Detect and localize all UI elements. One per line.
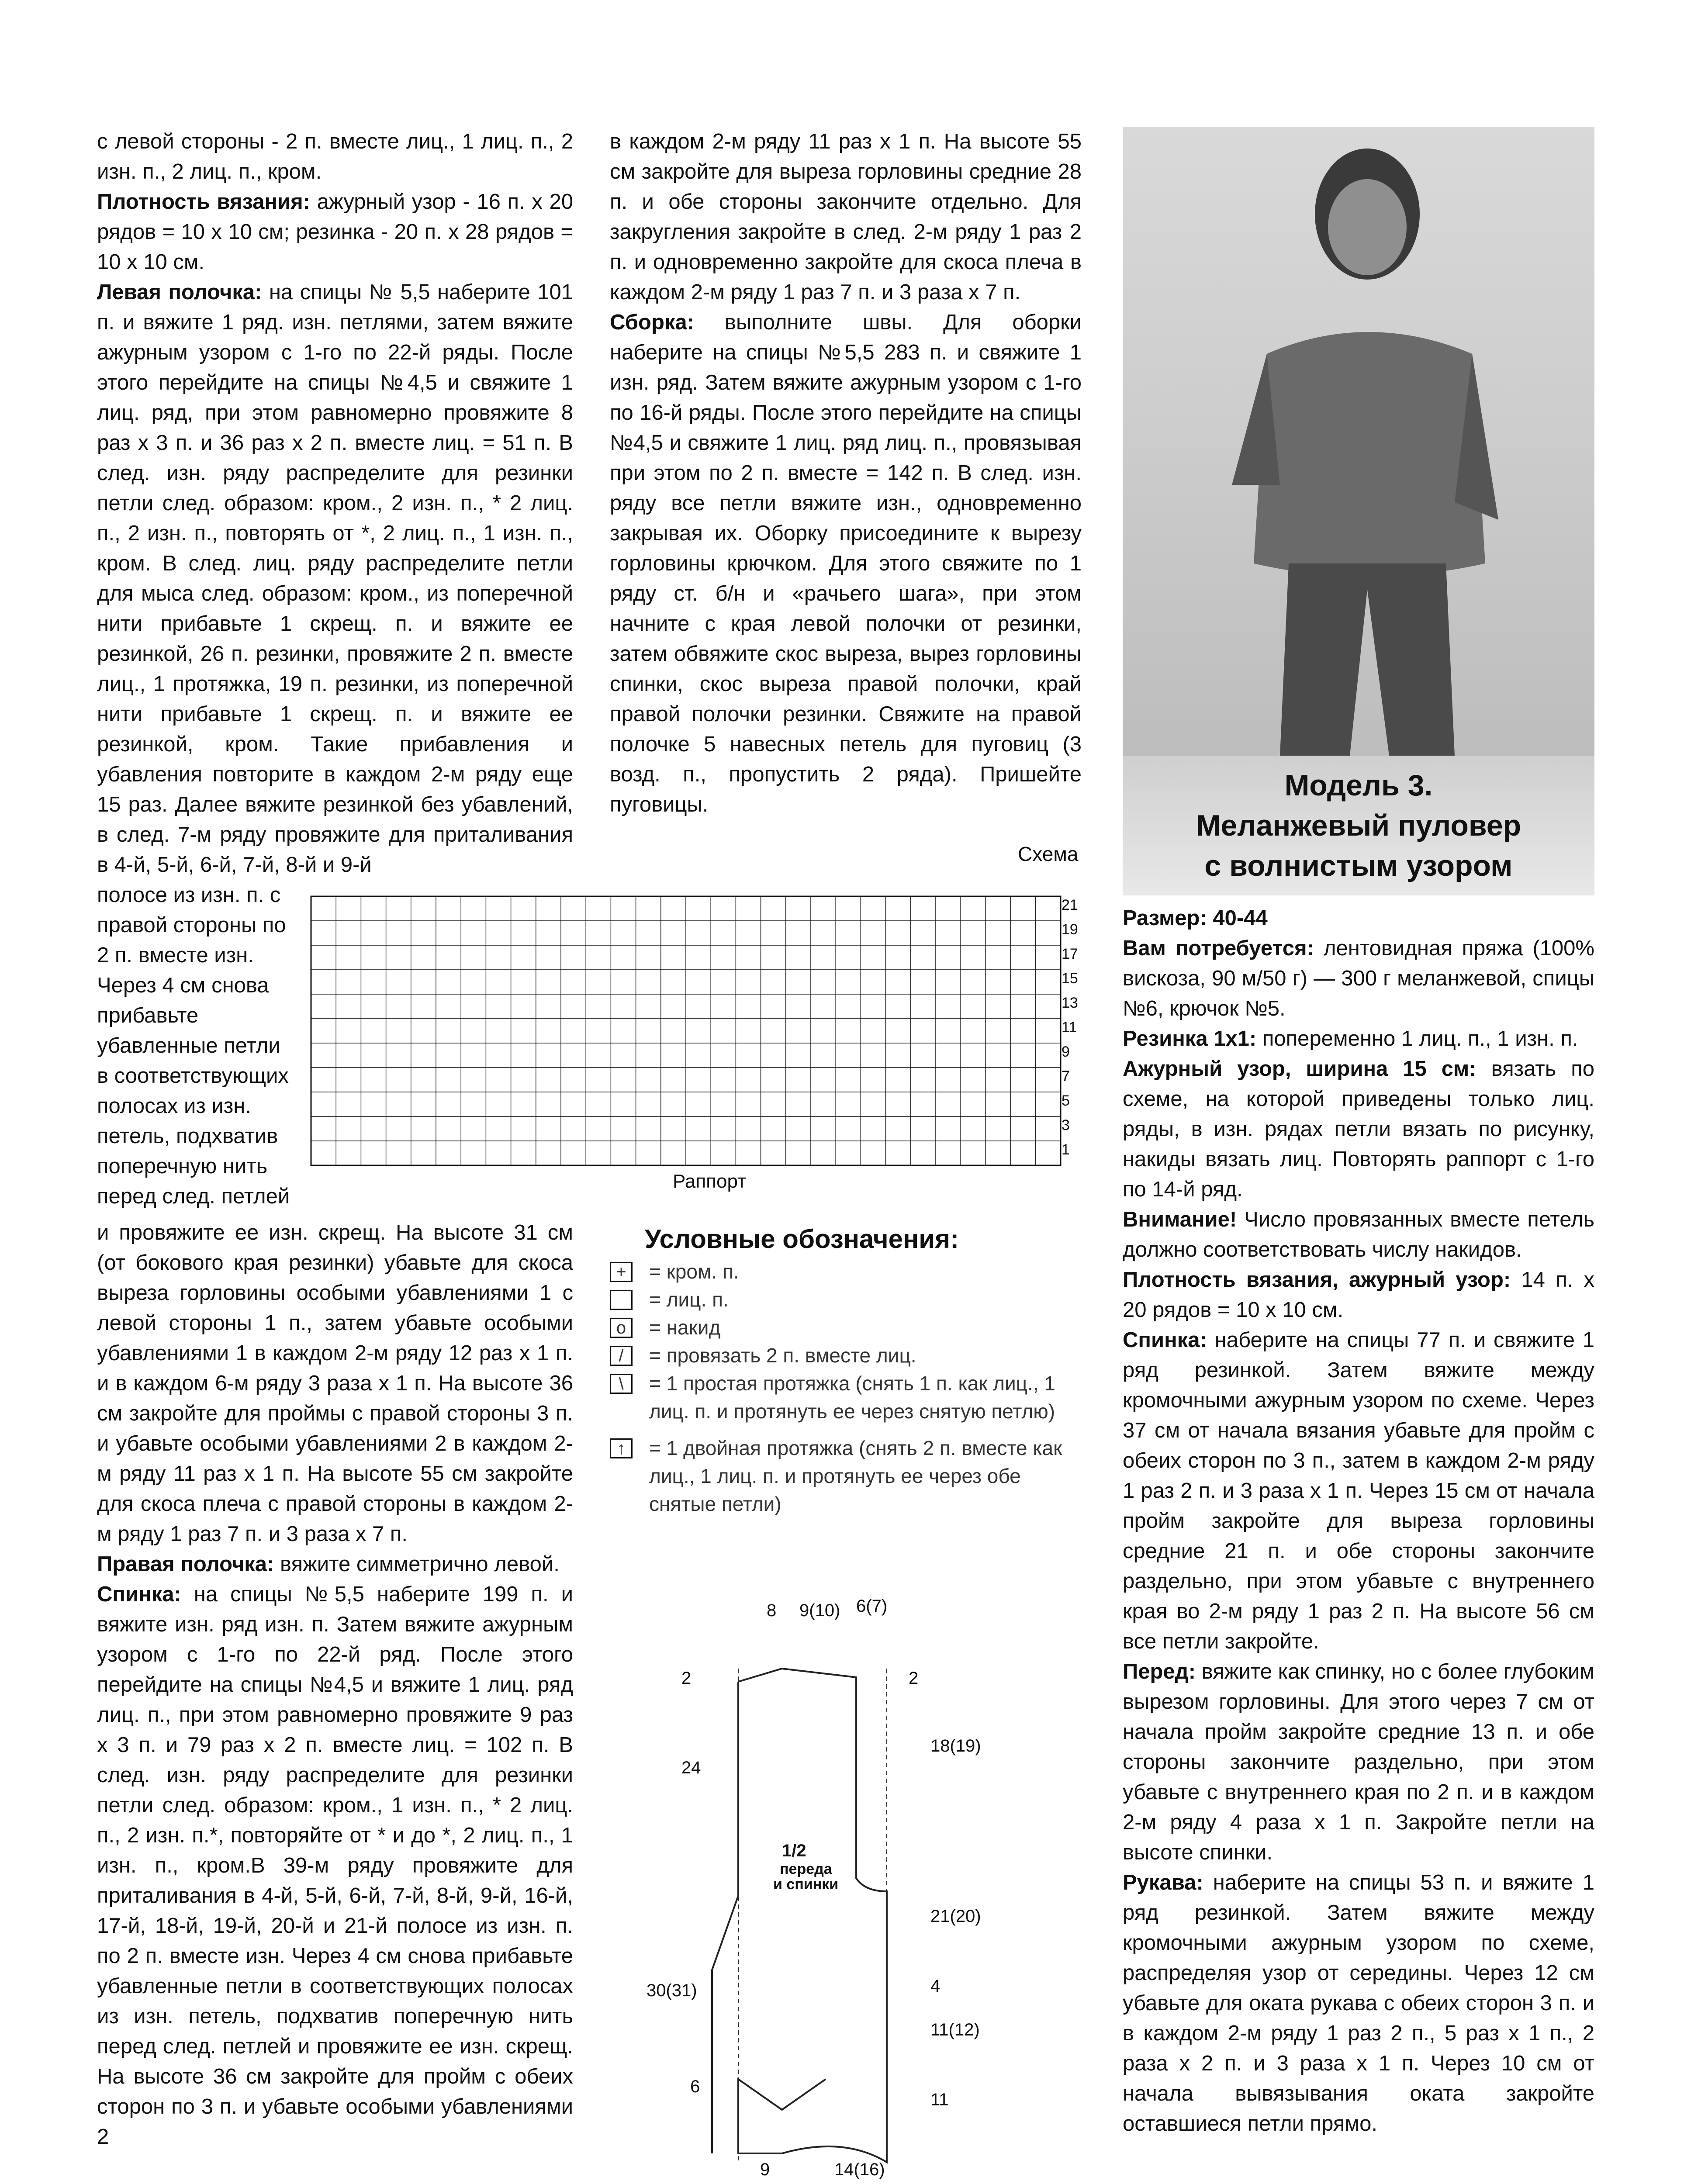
right-front-paragraph xyxy=(97,1549,573,1579)
materials-paragraph xyxy=(1123,933,1594,1024)
legend-text: = 1 простая протяжка (снять 1 п. как лиц., 1 лиц. п. и протянуть ее через снятую петлю) xyxy=(649,1372,1055,1423)
lace-label: Ажурный узор, ширина 15 см: xyxy=(1123,1057,1477,1081)
legend-item xyxy=(610,1286,1082,1313)
assembly-label: Сборка: xyxy=(610,311,694,334)
model-photo xyxy=(1123,127,1594,756)
back-paragraph xyxy=(97,1579,573,2152)
legend-text: = лиц. п. xyxy=(649,1288,729,1311)
attention-text: Число провязанных вместе петель должно соответствовать числу накидов. xyxy=(1123,1208,1594,1261)
legend-item xyxy=(610,1258,1082,1286)
left-front-label: Левая полочка: xyxy=(97,280,262,304)
lace-text: вязать по схеме, на которой приведены только лиц. ряды, в изн. рядах петли вязать по рисунку, накиды вязать лиц. Повторять раппорт с 1-го по 14-й ряд. xyxy=(1123,1057,1595,1201)
row-number: 1 xyxy=(1062,1141,1070,1158)
materials-label: Вам потребуется: xyxy=(1123,936,1314,960)
materials-text: лентовидная пряжа (100% вискоза, 90 м/50 г) — 300 г меланжевой, спицы №6, крючок №5. xyxy=(1123,936,1594,1020)
row-number: 13 xyxy=(1062,995,1078,1011)
center-label: переда xyxy=(780,1861,832,1877)
dim-label: 18(19) xyxy=(930,1736,981,1755)
dim-label: 9(10) xyxy=(799,1601,840,1620)
arrow-up-icon: ↑ xyxy=(610,1438,633,1458)
rib-label: Резинка 1х1: xyxy=(1123,1027,1257,1051)
back-text: на спицы №5,5 наберите 199 п. и вяжите изн. ряд изн. п. Затем вяжите ажурным узором с 1-го по 22-й ряд. После этого перейдите на спицы №4,5 и вяжите 1 лиц. ряд лиц. п., при этом равномерно провяжите 9 раз х 3 п. и 79 раз х 2 п. вместе лиц. = 102 п. В след. изн. ряду распределите для резинки петли след. образом: кром., 1 изн. п., * 2 лиц. п., 2 изн. п.*, повторяйте от * и до *, 2 лиц. п., 1 изн. п., кром.В 39-м ряду провяжите для приталивания в 4-й, 5-й, 6-й, 7-й, 8-й, 9-й, 16-й, 17-й, 18-й, 19-й, 20-й и 21-й полосе из изн. п. по 2 п. вместе изн. Через 4 см снова прибавьте убавленные петли в соответствующих полосах из изн. петель, подхватив поперечную нить перед след. петлей и провяжите ее изн. скрещ. На высоте 36 см закройте для пройм с обеих сторон по 3 п. и убавьте особыми убавлениями 2 xyxy=(97,1583,573,2149)
rapport-label: Раппорт xyxy=(673,1171,747,1192)
legend-text: = 1 двойная протяжка (снять 2 п. вместе как лиц., 1 лиц. п. и протянуть ее через обе снятые петли) xyxy=(649,1437,1062,1515)
model-subtitle: с волнистым узором xyxy=(1204,849,1513,882)
dim-label: 14(16) xyxy=(834,2160,885,2179)
center-label: 1/2 xyxy=(782,1841,806,1860)
row-number: 17 xyxy=(1062,946,1078,962)
plus-icon: + xyxy=(610,1262,633,1282)
attention-label: Внимание! xyxy=(1123,1208,1237,1231)
legend xyxy=(610,1225,1082,1518)
dim-label: 6 xyxy=(690,2077,700,2096)
model-caption xyxy=(1123,756,1594,895)
assembly-paragraph xyxy=(610,308,1082,820)
right-front-label: Правая полочка: xyxy=(97,1552,274,1576)
dim-label: 11(12) xyxy=(930,2020,980,2039)
dim-label: 30(31) xyxy=(647,1981,697,2000)
density-label: Плотность вязания, ажурный узор: xyxy=(1123,1268,1511,1292)
paragraph: и провяжите ее изн. скрещ. На высоте 31 см (от бокового края резинки) убавьте для скоса выреза горловины особыми убавлениями 1 с левой стороны 1 п., затем убавьте особыми убавлениями 1 в каждом 2-м ряду 12 раз х 1 п. и в каждом 6-м ряду 3 раза х 1 п. На высоте 36 см закройте для проймы с правой стороны 3 п. и убавьте особыми убавлениями 2 в каждом 2-м ряду 11 раз х 1 п. На высоте 55 см закройте для скоса плеча с правой стороны в каждом 2-м ряду 1 раз 7 п. и 3 раза х 7 п. xyxy=(97,1221,573,1546)
dim-label: 9 xyxy=(760,2160,770,2179)
back-label: Спинка: xyxy=(1123,1328,1207,1352)
row-number: 21 xyxy=(1062,897,1078,913)
attention-paragraph xyxy=(1123,1205,1594,1265)
front-text: вяжите как спинку, но с более глубоким вырезом горловины. Для этого через 7 см от начала пройм закройте средние 13 п. и обе стороны закончите раздельно, при этом убавьте с внутреннего края по 2 п. и в каждом 2-м ряду 4 раза х 1 п. Закройте петли на высоте спинки. xyxy=(1123,1660,1594,1864)
dim-label: 8 xyxy=(767,1601,777,1620)
row-number: 7 xyxy=(1062,1068,1070,1085)
legend-text: = кром. п. xyxy=(649,1260,739,1283)
sleeve-label: Рукава: xyxy=(1123,1871,1203,1894)
slash-icon: / xyxy=(610,1346,633,1366)
empty-cell-icon xyxy=(610,1290,633,1310)
density-paragraph xyxy=(1123,1265,1594,1325)
center-label: и спинки xyxy=(773,1876,839,1893)
rib-text: попеременно 1 лиц. п., 1 изн. п. xyxy=(1256,1027,1578,1051)
dim-label: 24 xyxy=(681,1758,701,1777)
size-label: Размер: 40-44 xyxy=(1123,906,1268,930)
dim-label: 11 xyxy=(930,2090,949,2109)
model-silhouette xyxy=(1123,127,1594,756)
row-number: 15 xyxy=(1062,970,1078,987)
back-label: Спинка: xyxy=(97,1583,181,1606)
legend-item xyxy=(610,1313,1082,1341)
density-text: 14 п. х 20 рядов = 10 х 10 см. xyxy=(1123,1268,1594,1322)
left-front-paragraph xyxy=(97,277,573,880)
left-front-text: на спицы № 5,5 наберите 101 п. и вяжите 1 ряд. изн. петлями, затем вяжите ажурным узором с 1-го по 22-й ряды. После этого перейдите на спицы №4,5 и свяжите 1 лиц. ряд, при этом равномерно провяжите 8 раз х 3 п. и 36 раз х 2 п. вместе лиц. = 51 п. В след. изн. ряду распределите для резинки петли след. образом: кром., 2 изн. п., * 2 лиц. п., 2 изн. п., повторять от *, 2 лиц. п., 1 изн. п., кром. В след. лиц. ряду распределите петли для мыса след. образом: кром., из поперечной нити прибавьте 1 скрещ. п. и вяжите ее резинкой, 26 п. резинки, провяжите 2 п. вместе лиц., 1 протяжка, 19 п. резинки, из поперечной нити прибавьте 1 скрещ. п. и вяжите ее резинкой, кром. Такие прибавления и убавления повторите в каждом 2-м ряду еще 15 раз. Далее вяжите резинкой без убавлений, в след. 7-м ряду провяжите для приталивания в 4-й, 5-й, 6-й, 7-й, 8-й и 9-й xyxy=(97,280,574,877)
dim-label: 4 xyxy=(930,1977,941,1996)
legend-item xyxy=(610,1369,1082,1425)
circle-icon: o xyxy=(610,1318,633,1338)
row-number: 5 xyxy=(1062,1092,1070,1109)
assembly-text: выполните швы. Для оборки наберите на спицы №5,5 283 п. и свяжите 1 изн. ряд. Затем вяжите ажурным узором с 1-го по 16-й ряды. После этого перейдите на спицы №4,5 и свяжите 1 лиц. ряд лиц. п., провязывая при этом по 2 п. вместе = 142 п. В след. изн. ряду все петли вяжите изн., одновременно закрывая их. Оборку присоедините к вырезу горловины крючком. Для этого свяжите по 1 ряду ст. б/н и «рачьего шага», при этом начните с края левой полочки от резинки, затем обвяжите скос выреза, вырез горловины спинки, скос выреза правой полочки, край правой полочки резинки. Свяжите на правой полочке 5 навесных петель для пуговиц (3 возд. п., пропустить 2 ряда). Пришейте пуговицы. xyxy=(610,311,1082,816)
dim-label: 2 xyxy=(681,1669,692,1688)
sleeve-text: наберите на спицы 53 п. и вяжите 1 ряд резинкой. Затем вяжите между кромочными ажурным узором по схеме, распределяя узор от середины. Через 12 см убавьте для оката рукава с обеих сторон 3 п. и в каждом 2-м ряду 1 раз 2 п., 5 раз х 1 п., 2 раза х 2 п. и 3 раза х 1 п. Через 10 см от начала вывязывания оката закройте оставшиеся петли прямо. xyxy=(1123,1871,1594,2136)
legend-item xyxy=(610,1341,1082,1369)
front-paragraph xyxy=(1123,1657,1594,1868)
row-number: 3 xyxy=(1062,1117,1070,1133)
legend-text: = провязать 2 п. вместе лиц. xyxy=(649,1344,916,1367)
model-subtitle: Меланжевый пуловер xyxy=(1196,809,1521,842)
row-number: 19 xyxy=(1062,921,1078,938)
chart-row-numbers xyxy=(1062,896,1078,1158)
legend-title: Условные обозначения: xyxy=(645,1224,959,1254)
density-paragraph xyxy=(97,187,573,277)
legend-item xyxy=(610,1434,1082,1518)
wrapped-paragraph: полосе из изн. п. с правой стороны по 2 п. вместе изн. Через 4 см снова прибавьте убавленные петли в соответствующих полосах из изн. петель, подхватив поперечную нить перед след. петлей xyxy=(97,883,290,1208)
schema-title: Схема xyxy=(1018,843,1079,865)
paragraph: в каждом 2-м ряду 11 раз х 1 п. На высоте 55 см закройте для выреза горловины средние 28 п. и обе стороны закончите отдельно. Для закругления закройте в след. 2-м ряду 1 раз 2 п. и одновременно закройте для скоса плеча в каждом 2-м ряду 1 раз 7 п. и 3 раза х 7 п. xyxy=(610,130,1082,304)
knitting-chart xyxy=(311,896,1062,1167)
right-front-text: вяжите симметрично левой. xyxy=(274,1552,560,1576)
dim-label: 21(20) xyxy=(930,1907,981,1926)
front-label: Перед: xyxy=(1123,1660,1196,1683)
column-3 xyxy=(1123,903,1594,2139)
row-number: 9 xyxy=(1062,1044,1070,1060)
pattern-diagram xyxy=(647,1590,996,2179)
density-label: Плотность вязания: xyxy=(97,190,310,214)
size-paragraph xyxy=(1123,903,1594,933)
lace-paragraph xyxy=(1123,1054,1594,1205)
rib-paragraph xyxy=(1123,1024,1594,1054)
dim-label: 6(7) xyxy=(856,1597,888,1616)
density-text: ажурный узор - 16 п. х 20 рядов = 10 х 10 см; резинка - 20 п. х 28 рядов = 10 х 10 см. xyxy=(97,190,573,274)
back-text: наберите на спицы 77 п. и свяжите 1 ряд резинкой. Затем вяжите между кромочными ажурным узором по схеме. Через 37 см от начала вязания убавьте для пройм с обеих сторон по 3 п., затем в каждом 2-м ряду 1 раз 2 п. и 3 раза х 1 п. Через 15 см от начала пройм закройте для выреза горловины средние 21 п. и обе стороны закончите раздельно, при этом убавьте с внутреннего края во 2-м ряду 1 раз 2 п. На высоте 56 см все петли закройте. xyxy=(1123,1328,1594,1653)
back-paragraph xyxy=(1123,1325,1594,1657)
paragraph: с левой стороны - 2 п. вместе лиц., 1 лиц. п., 2 изн. п., 2 лиц. п., кром. xyxy=(97,130,573,183)
dim-label: 2 xyxy=(909,1669,919,1688)
column-2 xyxy=(610,127,1082,820)
backslash-icon: \ xyxy=(610,1374,633,1394)
column-1-lower xyxy=(97,1218,573,2152)
sleeve-paragraph xyxy=(1123,1868,1594,2139)
row-number: 11 xyxy=(1062,1019,1077,1036)
model-title: Модель 3. xyxy=(1284,769,1433,802)
legend-text: = накид xyxy=(649,1316,721,1339)
